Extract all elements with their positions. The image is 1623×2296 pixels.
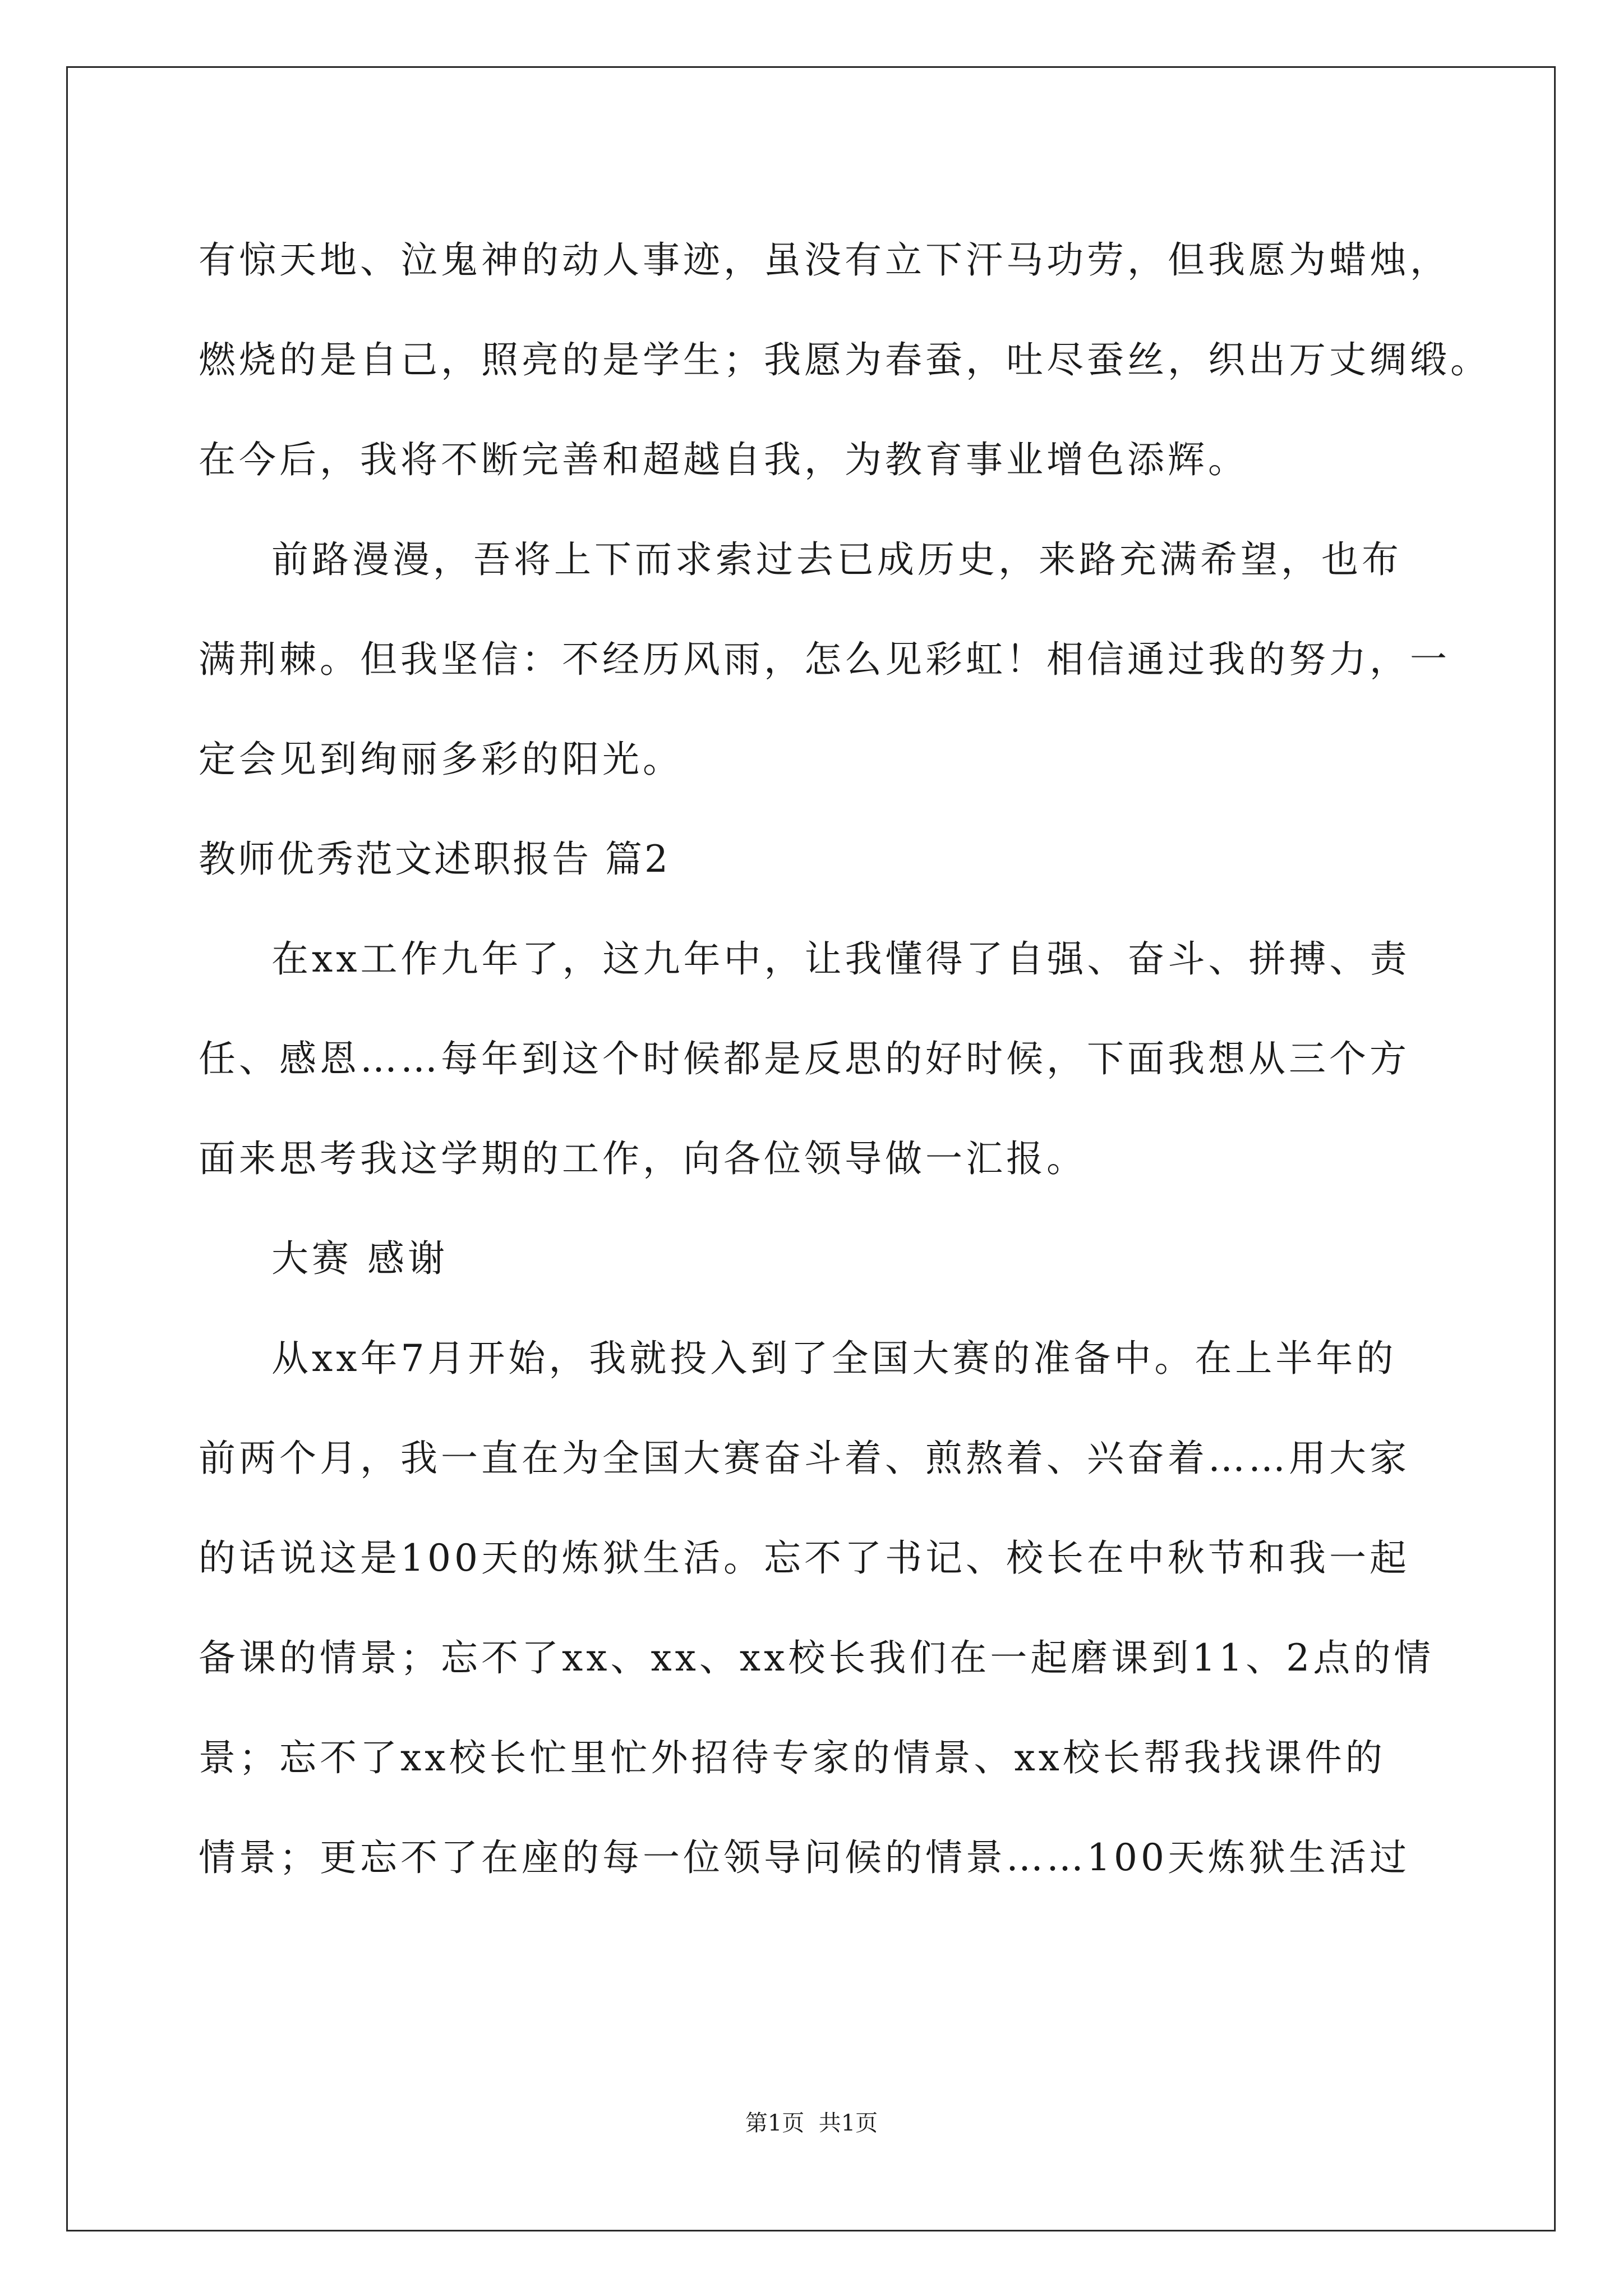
text-line: 定会见到绚丽多彩的阳光。 [199, 738, 683, 781]
text-line: 面来思考我这学期的工作，向各位领导做一汇报。 [199, 1137, 1087, 1180]
text-line: 任、感恩……每年到这个时候都是反思的好时候，下面我想从三个方 [199, 1037, 1410, 1080]
text-line: 满荆棘。但我坚信：不经历风雨，怎么见彩虹！相信通过我的努力，一 [199, 638, 1450, 681]
text-line: 从xx年7月开始，我就投入到了全国大赛的准备中。在上半年的 [271, 1337, 1397, 1380]
text-line: 在xx工作九年了，这九年中，让我懂得了自强、奋斗、拼搏、责 [271, 937, 1410, 981]
text-line: 备课的情景；忘不了xx、xx、xx校长我们在一起磨课到11、2点的情 [199, 1636, 1435, 1680]
text-line: 有惊天地、泣鬼神的动人事迹，虽没有立下汗马功劳，但我愿为蜡烛， [199, 238, 1450, 282]
document-body [199, 210, 1491, 1908]
text-line: 前两个月，我一直在为全国大赛奋斗着、煎熬着、兴奋着……用大家 [199, 1437, 1410, 1480]
text-line: 景；忘不了xx校长忙里忙外招待专家的情景、xx校长帮我找课件的 [199, 1736, 1386, 1779]
subheading: 大赛 感谢 [271, 1237, 448, 1280]
page-number-footer: 第1页 共1页 [745, 2110, 878, 2136]
text-line: 在今后，我将不断完善和超越自我，为教育事业增色添辉。 [199, 438, 1248, 481]
text-line: 燃烧的是自己，照亮的是学生；我愿为春蚕，吐尽蚕丝，织出万丈绸缎。 [199, 338, 1491, 381]
section-heading: 教师优秀范文述职报告 篇2 [199, 838, 670, 881]
text-line: 的话说这是100天的炼狱生活。忘不了书记、校长在中秋节和我一起 [199, 1536, 1410, 1580]
text-line: 前路漫漫，吾将上下而求索过去已成历史，来路充满希望，也布 [271, 538, 1402, 581]
text-line: 情景；更忘不了在座的每一位领导问候的情景……100天炼狱生活过 [199, 1836, 1410, 1879]
